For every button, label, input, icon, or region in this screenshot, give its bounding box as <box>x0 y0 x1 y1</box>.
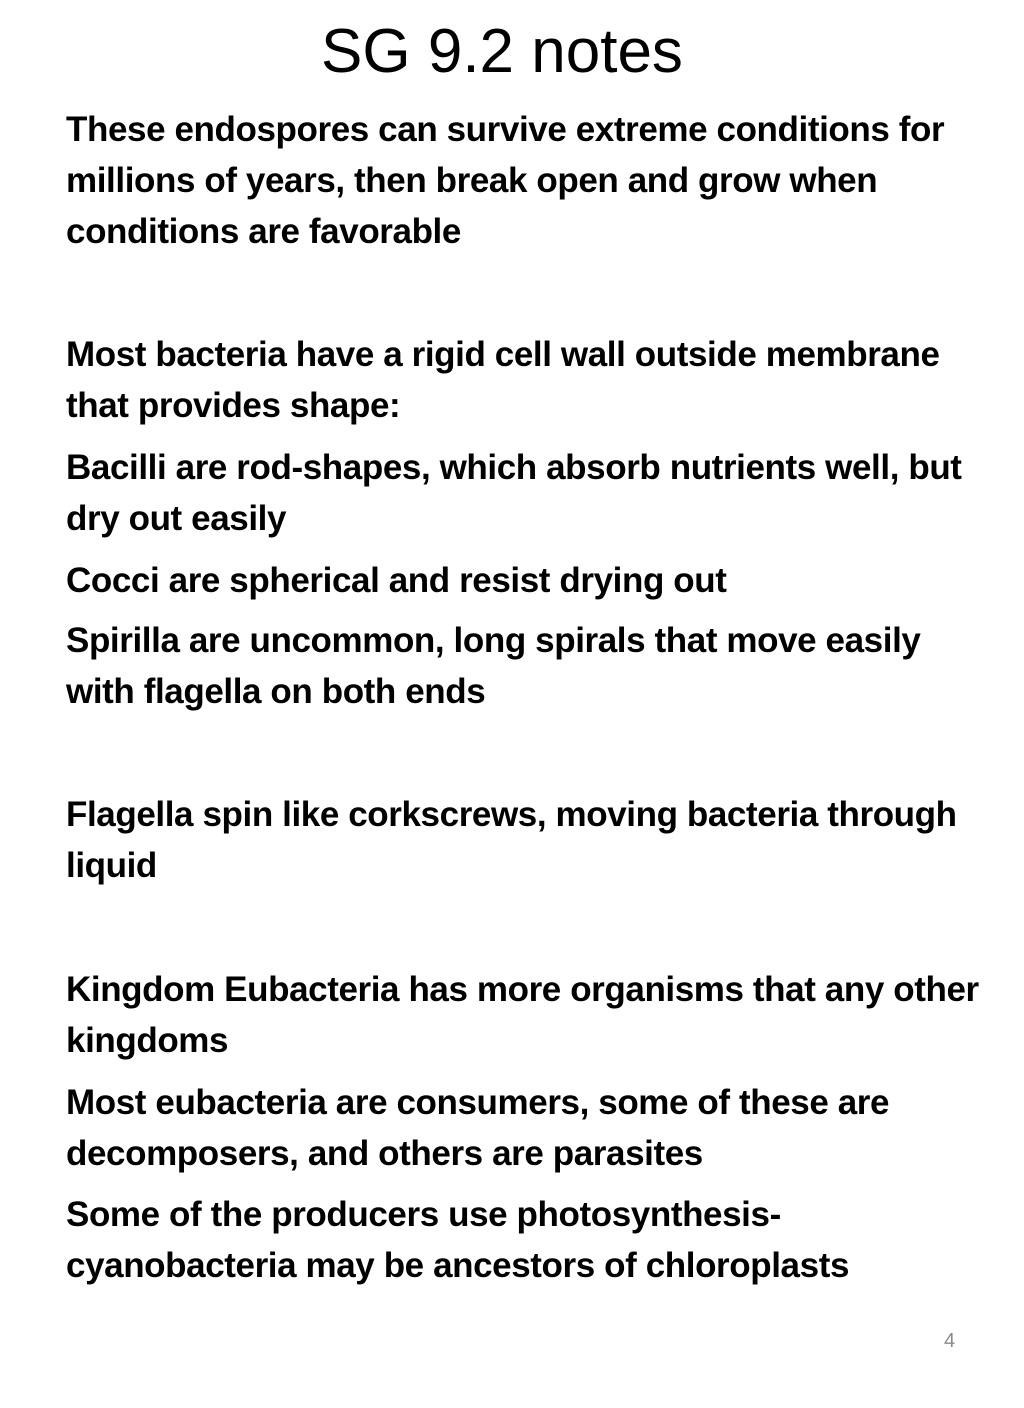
slide-title: SG 9.2 notes <box>321 17 683 86</box>
note-cell-wall: Most bacteria have a rigid cell wall outside membrane that provides shape: <box>66 335 940 425</box>
note-producers: Some of the producers use photosynthesis- cyanobacteria may be ancestors of chloroplasts <box>66 1195 850 1285</box>
note-consumers: Most eubacteria are consumers, some of these are decomposers, and others are parasites <box>66 1083 890 1173</box>
note-bacilli: Bacilli are rod-shapes, which absorb nutrients well, but dry out easily <box>66 448 962 538</box>
note-flagella: Flagella spin like corkscrews, moving bacteria through liquid <box>66 795 957 885</box>
note-endospores: These endospores can survive extreme conditions for millions of years, then break open and grow when conditions are favorable <box>66 110 945 251</box>
note-cocci: Cocci are spherical and resist drying out <box>66 561 727 600</box>
note-spirilla: Spirilla are uncommon, long spirals that move easily with flagella on both ends <box>66 621 921 711</box>
slide-number: 4 <box>944 1330 956 1352</box>
note-kingdom-eubacteria: Kingdom Eubacteria has more organisms that any other kingdoms <box>66 970 979 1060</box>
